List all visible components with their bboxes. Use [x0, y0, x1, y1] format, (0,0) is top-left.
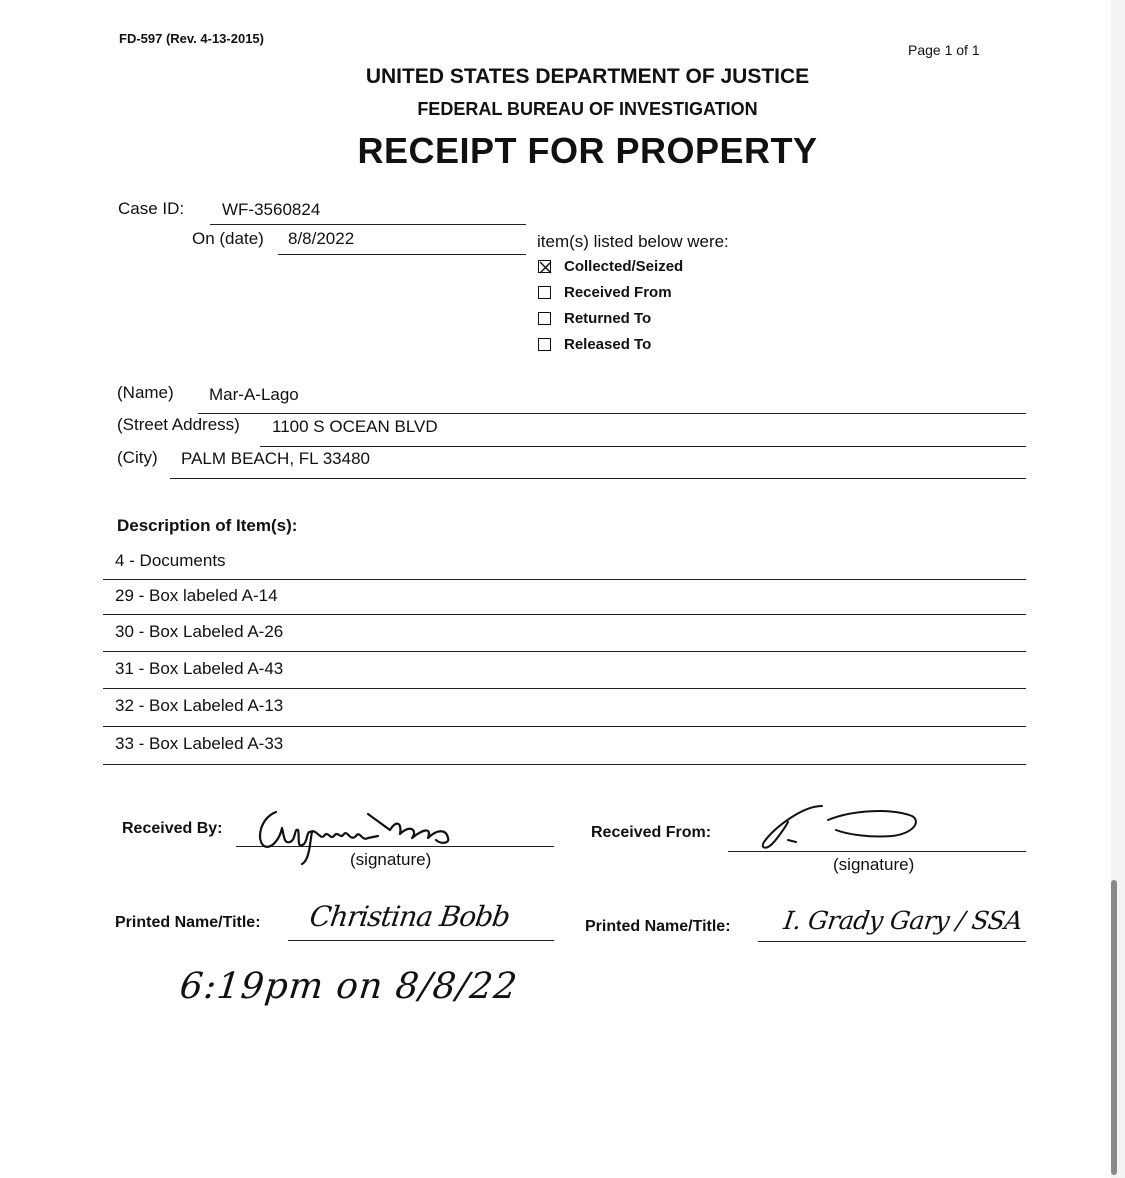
item-line [103, 764, 1026, 765]
date-line [278, 254, 526, 255]
received-from-printed-label: Printed Name/Title: [585, 918, 731, 935]
received-from-printed-name: I. Grady Gary / SSA [781, 906, 1025, 935]
list-item: 29 - Box labeled A-14 [115, 586, 278, 605]
list-item: 4 - Documents [115, 551, 226, 570]
checkbox-released-to[interactable] [538, 338, 551, 351]
status-label-returned: Returned To [564, 310, 652, 327]
checkbox-collected-seized[interactable] [538, 260, 551, 273]
form-number: FD-597 (Rev. 4-13-2015) [119, 31, 264, 46]
name-line [198, 413, 1026, 414]
received-from-printed-line [758, 941, 1026, 942]
street-line [260, 446, 1026, 447]
checkbox-returned-to[interactable] [538, 312, 551, 325]
item-line [103, 579, 1026, 580]
city-value: PALM BEACH, FL 33480 [181, 449, 370, 468]
date-value: 8/8/2022 [288, 229, 355, 248]
item-line [103, 726, 1026, 727]
case-id-line [210, 224, 526, 225]
page-title: RECEIPT FOR PROPERTY [357, 130, 818, 171]
scrollbar-thumb[interactable] [1111, 880, 1117, 1175]
received-by-printed-line [288, 940, 554, 941]
received-by-printed-name: Christina Bobb [307, 900, 512, 933]
street-label: (Street Address) [117, 415, 240, 434]
case-id-value: WF-3560824 [222, 200, 321, 219]
items-intro: item(s) listed below were: [537, 232, 729, 251]
received-from-label: Received From: [591, 824, 712, 841]
checkmark-x-icon [539, 261, 552, 274]
name-label: (Name) [117, 383, 174, 402]
checkbox-received-from[interactable] [538, 286, 551, 299]
status-label-released: Released To [564, 336, 652, 353]
list-item: 30 - Box Labeled A-26 [115, 622, 284, 641]
status-label-received: Received From [564, 284, 672, 301]
received-by-printed-label: Printed Name/Title: [115, 914, 261, 931]
item-line [103, 651, 1026, 652]
status-label-collected: Collected/Seized [564, 258, 684, 275]
city-label: (City) [117, 448, 158, 467]
description-heading: Description of Item(s): [117, 516, 298, 535]
item-line [103, 614, 1026, 615]
name-value: Mar-A-Lago [209, 385, 299, 404]
page-indicator: Page 1 of 1 [908, 42, 980, 58]
date-label: On (date) [192, 229, 264, 248]
handwritten-timestamp: 6:19pm on 8/8/22 [177, 966, 520, 1007]
received-by-label: Received By: [122, 820, 223, 837]
city-line [170, 478, 1026, 479]
received-from-signature-graphic [752, 800, 932, 855]
bureau-name: FEDERAL BUREAU OF INVESTIGATION [417, 99, 758, 119]
department-name: UNITED STATES DEPARTMENT OF JUSTICE [365, 65, 810, 88]
received-from-signature-caption: (signature) [833, 855, 915, 874]
list-item: 31 - Box Labeled A-43 [115, 659, 284, 678]
item-line [103, 688, 1026, 689]
street-value: 1100 S OCEAN BLVD [272, 417, 438, 436]
list-item: 33 - Box Labeled A-33 [115, 734, 284, 753]
case-id-label: Case ID: [118, 199, 185, 218]
list-item: 32 - Box Labeled A-13 [115, 696, 284, 715]
received-by-signature-caption: (signature) [350, 850, 432, 869]
